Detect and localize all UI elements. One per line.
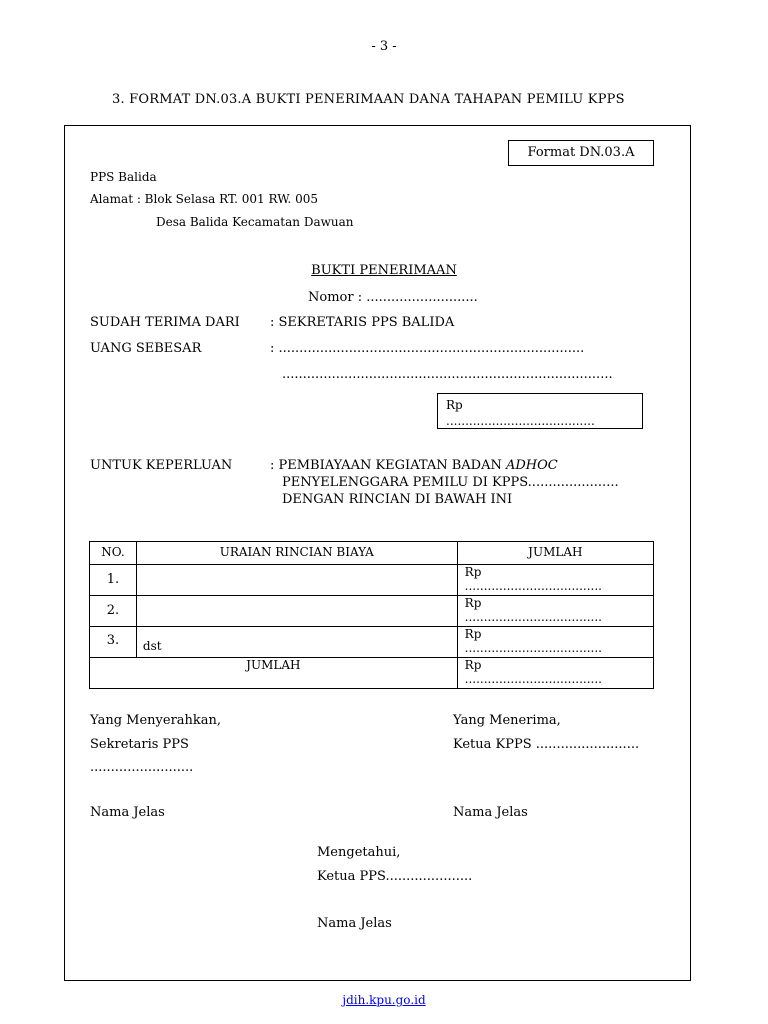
table-row (90, 596, 654, 627)
rp-box-currency: Rp (446, 398, 463, 412)
signature-center-title: Mengetahui, (317, 845, 401, 860)
amount-line-2: ................................................................................ (282, 367, 613, 382)
received-from-label: SUDAH TERIMA DARI (90, 315, 240, 330)
nomor-line: Nomor : ........................... (308, 290, 478, 305)
address-line-2: Desa Balida Kecamatan Dawuan (156, 215, 354, 229)
total-amount-dots: .................................... (464, 672, 602, 686)
row-amount-dots: .................................... (464, 579, 602, 593)
format-label-box: Format DN.03.A (508, 140, 654, 166)
table-row (90, 627, 654, 658)
signature-right-role: Ketua KPPS ......................... (453, 737, 640, 752)
signature-center-role: Ketua PPS..................... (317, 869, 473, 884)
row-amount-dots: .................................... (464, 610, 602, 624)
total-label: JUMLAH (90, 658, 458, 689)
row-amount-currency: Rp (464, 596, 482, 610)
column-header-amount: JUMLAH (457, 542, 653, 565)
rp-amount-box (437, 393, 643, 429)
table-row (90, 565, 654, 596)
row-amount-currency: Rp (464, 565, 482, 579)
page-number: - 3 - (371, 39, 397, 54)
address-line-1: Alamat : Blok Selasa RT. 001 RW. 005 (90, 192, 319, 206)
row-amount (457, 627, 653, 658)
cost-detail-table (89, 541, 654, 689)
row-description (136, 565, 457, 596)
row-description (136, 627, 457, 658)
row-description-text: dst (142, 639, 162, 653)
column-header-no: NO. (90, 542, 137, 565)
signature-right-title: Yang Menerima, (453, 713, 561, 728)
purpose-line-3: DENGAN RINCIAN DI BAWAH INI (282, 492, 513, 507)
purpose-label: UNTUK KEPERLUAN (90, 458, 233, 473)
amount-label: UANG SEBESAR (90, 341, 202, 356)
total-amount (457, 658, 653, 689)
table-header-row (90, 542, 654, 565)
row-amount-currency: Rp (464, 627, 482, 641)
row-amount (457, 596, 653, 627)
row-amount-dots: .................................... (464, 641, 602, 655)
document-title: BUKTI PENERIMAAN (311, 263, 457, 278)
row-number: 1. (90, 565, 137, 596)
row-number: 3. (90, 627, 137, 658)
total-amount-currency: Rp (464, 658, 482, 672)
column-header-description: URAIAN RINCIAN BIAYA (136, 542, 457, 565)
signature-center-name: Nama Jelas (317, 916, 392, 931)
table-total-row (90, 658, 654, 689)
row-number: 2. (90, 596, 137, 627)
amount-line-1: : .......................................................................... (270, 341, 585, 356)
rp-box-dots: ....................................... (446, 414, 595, 428)
received-from-value: : SEKRETARIS PPS BALIDA (270, 315, 455, 330)
footer-link[interactable]: jdih.kpu.go.id (342, 993, 426, 1007)
signature-left-role: Sekretaris PPS (90, 737, 189, 752)
signature-left-dots: ......................... (90, 760, 194, 775)
purpose-line-1: : PEMBIAYAAN KEGIATAN BADAN ADHOC (270, 458, 558, 473)
signature-right-name: Nama Jelas (453, 805, 528, 820)
signature-left-title: Yang Menyerahkan, (90, 713, 222, 728)
org-name: PPS Balida (90, 170, 157, 184)
signature-left-name: Nama Jelas (90, 805, 165, 820)
row-amount (457, 565, 653, 596)
row-description (136, 596, 457, 627)
purpose-line-2: PENYELENGGARA PEMILU DI KPPS...................... (282, 475, 619, 490)
section-heading: 3. FORMAT DN.03.A BUKTI PENERIMAAN DANA TAHAPAN PEMILU KPPS (112, 92, 625, 107)
